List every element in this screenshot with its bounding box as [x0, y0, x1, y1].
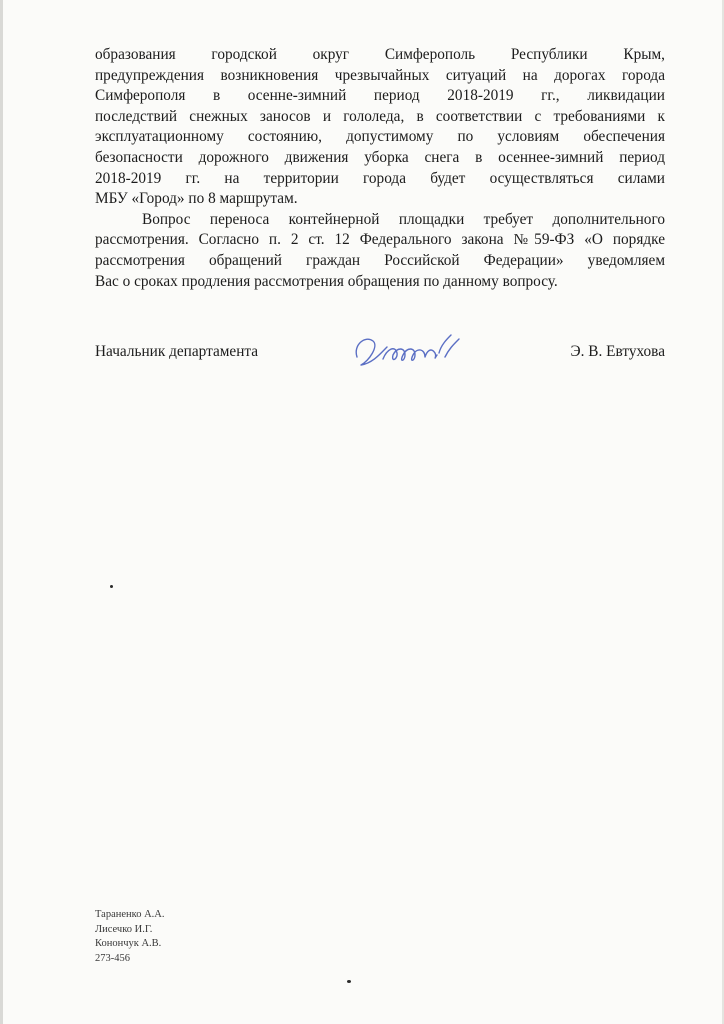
executor-phone: 273-456: [95, 952, 130, 964]
signature-block: [95, 339, 665, 379]
paragraph-1-line: эксплуатационному состоянию, допустимому по условиям обеспечения: [95, 128, 665, 146]
executor-name: Конончук А.В.: [95, 938, 162, 950]
executor-name: Лисечко И.Г.: [95, 923, 153, 935]
paragraph-1-line: предупреждения возникновения чрезвычайных ситуаций на дорогах города: [95, 66, 665, 84]
paragraph-1-line: безопасности дорожного движения уборка снега в осеннее-зимний период: [95, 148, 665, 166]
handwritten-signature: [347, 327, 467, 375]
paragraph-2-line: Вас о сроках продления рассмотрения обращения по данному вопросу.: [95, 272, 558, 290]
paragraph-2: [95, 210, 665, 292]
paragraph-2-line: рассмотрения. Согласно п. 2 ст. 12 Федерального закона №59-ФЗ «О порядке: [95, 231, 665, 249]
paragraph-1-line: образования городской округ Симферополь Республики Крым,: [95, 46, 665, 63]
paragraph-1-line: последствий снежных заносов и гололеда, в соответствии с требованиями к: [95, 107, 665, 125]
paragraph-1-line: 2018-2019 гг. на территории города будет осуществляться силами: [95, 169, 665, 187]
paragraph-1-line: Симферополя в осенне-зимний период 2018-2019 гг., ликвидации: [95, 87, 665, 105]
letter-body: [95, 45, 665, 292]
paragraph-2-line: рассмотрения обращений граждан Российской Федерации» уведомляем: [95, 251, 665, 269]
paragraph-1: [95, 45, 665, 210]
executor-name: Тараненко А.А.: [95, 909, 165, 920]
signatory-title: Начальник департамента: [95, 343, 259, 360]
scan-speck: [347, 980, 351, 983]
paragraph-1-line: МБУ «Город» по 8 маршрутам.: [95, 190, 298, 208]
executors-footer: [95, 908, 164, 966]
paragraph-2-line: Вопрос переноса контейнерной площадки требует дополнительного: [142, 210, 665, 228]
signatory-name: Э. В. Евтухова: [570, 343, 665, 360]
scan-page-edge-left: [0, 0, 3, 1024]
scan-speck: [110, 585, 113, 588]
